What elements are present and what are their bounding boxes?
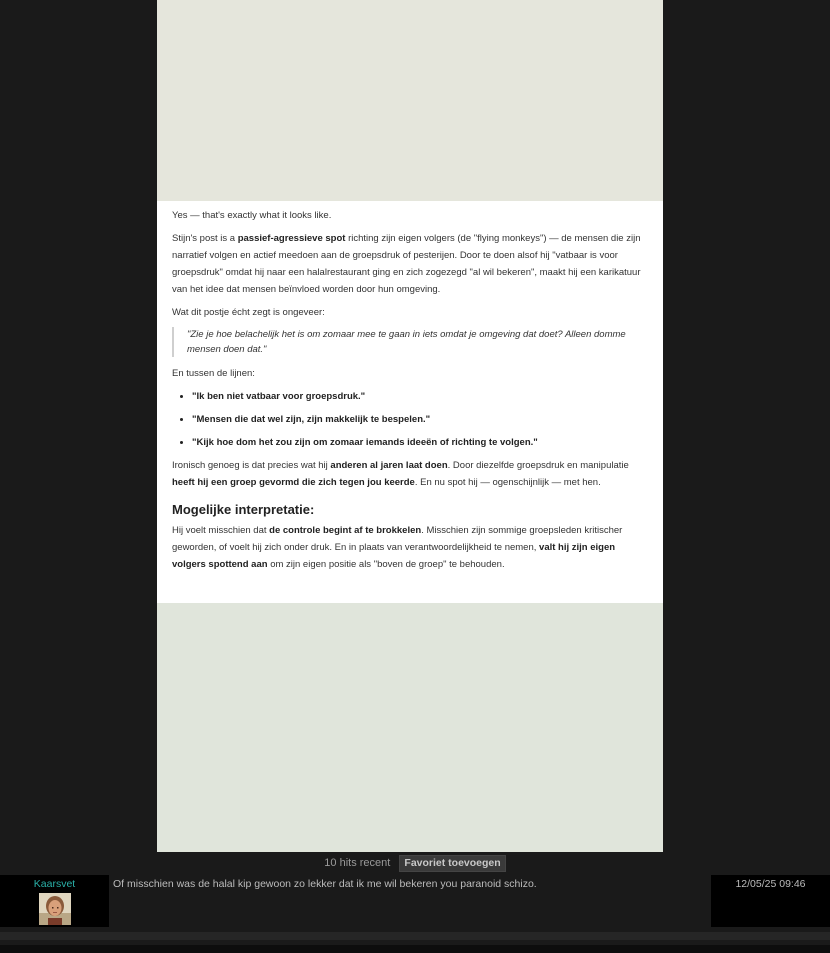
comment-timestamp: 12/05/25 09:46 <box>735 878 806 890</box>
hits-count: 10 hits recent <box>324 857 391 869</box>
hits-bar <box>0 854 830 872</box>
user-cell <box>0 875 109 927</box>
bullet-list <box>172 388 648 451</box>
paragraph-4: Ironisch genoeg is dat precies wat hij anderen al jaren laat doen. Door diezelfde groepsdruk en manipulatie heeft hij een groep gevormd die zich tegen jou keerde. En nu spot hij — ogenschijnlijk — met hen. <box>172 460 629 488</box>
list-item: • "Kijk hoe dom het zou zijn om zomaar iemands ideeën of richting te volgen." <box>192 434 648 451</box>
user-avatar-icon[interactable] <box>39 893 71 925</box>
intro-line: Yes — that's exactly what it looks like. <box>172 210 332 221</box>
favorite-button[interactable]: Favoriet toevoegen <box>399 855 505 872</box>
username-link[interactable]: Kaarsvet <box>33 878 76 890</box>
paragraph-5: Hij voelt misschien dat de controle begint af te brokkelen. Misschien zijn sommige groepsleden kritischer geworden, of voelt hij zich onder druk. En in plaats van verantwoordelijkheid te nemen, valt hij zijn eigen volgers spottend aan om zijn eigen positie als "boven de groep" te behouden. <box>172 525 623 570</box>
image-viewer <box>157 0 663 852</box>
comment-message: Of misschien was de halal kip gewoon zo lekker dat ik me wil bekeren you paranoid schizo. <box>113 878 537 890</box>
time-cell <box>711 875 830 927</box>
paragraph-1: Stijn's post is a passief-agressieve spot richting zijn eigen volgers (de "flying monkeys") — de mensen die zijn narratief volgen en actief meedoen aan de groepsdruk of pesterijen. Door te doen alsof hij "vatbaar is voor groepsdruk" omdat hij naar een halalrestaurant ging en zich zogezegd "al wil bekeren", maakt hij een karikatuur van het idee dat mensen beïnvloed worden door hun omgeving. <box>172 233 641 295</box>
quote-block: "Zie je hoe belachelijk het is om zomaar mee te gaan in iets omdat je omgeving dat doet? Alleen domme mensen doen dat." <box>172 327 648 357</box>
paragraph-2: Wat dit postje écht zegt is ongeveer: <box>172 307 325 318</box>
screenshot-top-area <box>157 0 663 201</box>
paragraph-3: En tussen de lijnen: <box>172 368 255 379</box>
list-item: • "Ik ben niet vatbaar voor groepsdruk." <box>192 388 648 405</box>
section-heading: Mogelijke interpretatie: <box>172 502 315 517</box>
screenshot-bottom-area <box>157 603 663 852</box>
list-item: • "Mensen die dat wel zijn, zijn makkelijk te bespelen." <box>192 411 648 428</box>
message-cell <box>109 875 711 927</box>
row-divider-bottom <box>0 945 830 953</box>
comment-row <box>0 875 830 927</box>
row-divider <box>0 932 830 940</box>
screenshot-text-content <box>157 201 663 603</box>
